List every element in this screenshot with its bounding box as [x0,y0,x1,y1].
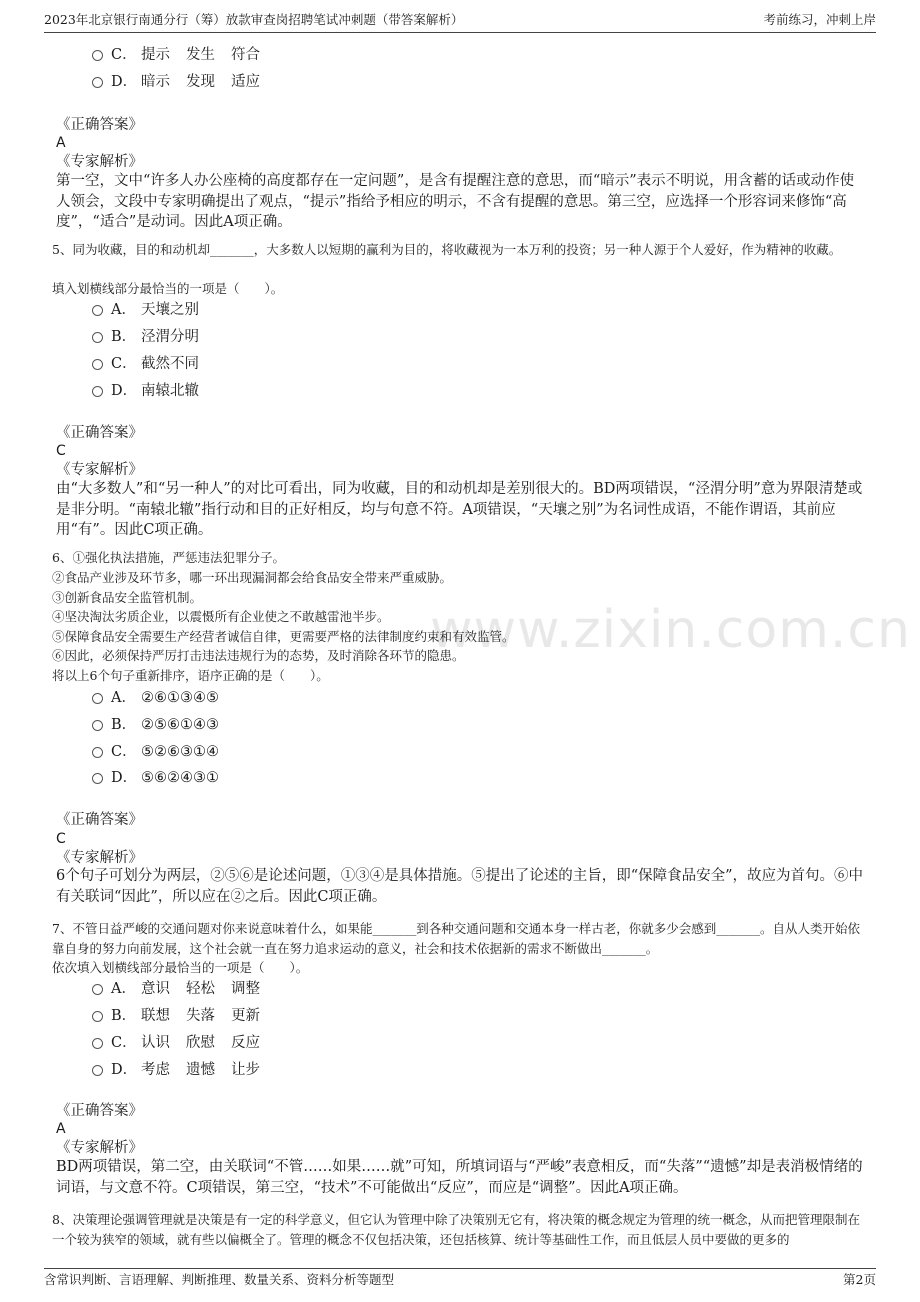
q6-line-3: ③创新食品安全监管机制。 [52,590,203,605]
q5-option-a[interactable]: A． 天壤之别 [92,299,215,321]
q6-line-2: ②食品产业涉及环节多，哪一环出现漏洞都会给食品安全带来严重威胁。 [52,570,453,585]
radio-icon[interactable] [92,386,103,397]
q7-option-a[interactable]: A． 意识 轻松 调整 [92,978,276,1000]
q6-analysis-heading: 《专家解析》 [56,850,143,866]
q4-answer: A [56,135,66,151]
radio-icon[interactable] [92,305,103,316]
page-header [44,10,876,33]
q6-prompt: 将以上6个句子重新排序，语序正确的是（ ）。 [52,668,329,683]
q7-analysis: BD两项错误，第二空，由关联词“不管……如果……就”可知，所填词语与“严峻”表意相反，而“失落”“遗憾”却是表消极情绪的词语，与文意不符。C项错误，第三空，“技术”不可能做出“反应”，而应是“调整”。因此A项正确。 [56,1159,863,1196]
radio-icon[interactable] [92,332,103,343]
q5-analysis-heading: 《专家解析》 [56,462,143,478]
q6-option-d[interactable]: D． ⑤⑥②④③① [92,767,235,789]
page-footer [44,1268,876,1291]
q6-option-b[interactable]: B． ②⑤⑥①④③ [92,714,235,736]
q5-prompt: 填入划横线部分最恰当的一项是（ ）。 [52,281,284,296]
q6-line-1: 6、①强化执法措施，严惩违法犯罪分子。 [52,550,285,565]
q6-line-6: ⑥因此，必须保持严厉打击违法违规行为的态势，及时消除各环节的隐患。 [52,648,465,663]
q7-stem: 7、不管日益严峻的交通问题对你来说意味着什么，如果能_______到各种交通问题和交通本身一样古老，你就多少会感到_______。自从人类开始依靠自身的努力向前发展，这个社会就一直在努力追求运动的意义，社会和技术依据新的需求不断做出_______。 [52,921,860,956]
radio-icon[interactable] [92,773,103,784]
radio-icon[interactable] [92,720,103,731]
q6-answer-heading: 《正确答案》 [56,812,143,828]
q4-answer-heading: 《正确答案》 [56,117,143,133]
q4-analysis-heading: 《专家解析》 [56,154,143,170]
q4-analysis: 第一空，文中“许多人办公座椅的高度都存在一定问题”，是含有提醒注意的意思，而“暗示”表示不明说，用含蓄的话或动作使人领会，文段中专家明确提出了观点，“提示”指给予相应的明示，不含有提醒的意思。第三空，应选择一个形容词来修饰“高度”，“适合”是动词。因此A项正确。 [56,173,855,230]
q5-analysis: 由“大多数人”和“另一种人”的对比可看出，同为收藏，目的和动机却是差别很大的。BD两项错误，“泾渭分明”意为界限清楚或是非分明。“南辕北辙”指行动和目的正好相反，均与句意不符。A项错误，“天壤之别”为名词性成语，不能作谓语，其前应用“有”。因此C项正确。 [56,481,863,538]
page-number: 第2页 [843,1272,876,1287]
q6-line-4: ④坚决淘汰劣质企业，以震慑所有企业使之不敢越雷池半步。 [52,609,390,624]
q7-analysis-heading: 《专家解析》 [56,1140,143,1156]
q5-option-d[interactable]: D． 南辕北辙 [92,380,215,402]
q5-option-c[interactable]: C． 截然不同 [92,353,215,375]
q6-answer: C [56,831,66,847]
q7-option-b[interactable]: B． 联想 失落 更新 [92,1005,276,1027]
q4-option-d[interactable]: D． 暗示 发现 适应 [92,71,276,93]
q4-option-c[interactable]: C． 提示 发生 符合 [92,44,276,66]
q8-stem: 8、决策理论强调管理就是决策是有一定的科学意义，但它认为管理中除了决策别无它有，将决策的概念规定为管理的统一概念，从而把管理限制在一个较为狭窄的领域，就有些以偏概全了。管理的概念不仅包括决策，还包括核算、统计等基础性工作，而且低层人员中要做的更多的 [52,1212,860,1247]
q5-answer-heading: 《正确答案》 [56,425,143,441]
radio-icon[interactable] [92,693,103,704]
header-slogan: 考前练习，冲刺上岸 [763,12,876,27]
q7-answer: A [56,1121,66,1137]
q7-option-c[interactable]: C． 认识 欣慰 反应 [92,1032,276,1054]
q5-option-b[interactable]: B． 泾渭分明 [92,326,215,348]
q7-option-d[interactable]: D． 考虑 遗憾 让步 [92,1059,276,1081]
q5-stem: 5、同为收藏，目的和动机却_______，大多数人以短期的赢利为目的，将收藏视为一本万利的投资；另一种人源于个人爱好，作为精神的收藏。 [52,242,842,257]
radio-icon[interactable] [92,1038,103,1049]
q6-option-a[interactable]: A． ②⑥①③④⑤ [92,687,235,709]
radio-icon[interactable] [92,359,103,370]
q5-answer: C [56,443,66,459]
footer-subjects: 含常识判断、言语理解、判断推理、数量关系、资料分析等题型 [44,1272,395,1287]
document-title: 2023年北京银行南通分行（筹）放款审查岗招聘笔试冲刺题（带答案解析） [44,12,464,27]
q7-prompt: 依次填入划横线部分最恰当的一项是（ ）。 [52,960,309,975]
q6-line-5: ⑤保障食品安全需要生产经营者诚信自律，更需要严格的法律制度约束和有效监管。 [52,629,515,644]
radio-icon[interactable] [92,984,103,995]
radio-icon[interactable] [92,747,103,758]
radio-icon[interactable] [92,77,103,88]
watermark: www.zixin.com.cn [430,600,911,660]
q7-answer-heading: 《正确答案》 [56,1103,143,1119]
radio-icon[interactable] [92,50,103,61]
radio-icon[interactable] [92,1011,103,1022]
radio-icon[interactable] [92,1065,103,1076]
q6-option-c[interactable]: C． ⑤②⑥③①④ [92,741,235,763]
q6-analysis: 6个句子可划分为两层，②⑤⑥是论述问题，①③④是具体措施。⑤提出了论述的主旨，即“保障食品安全”，故应为首句。⑥中有关联词“因此”，所以应在②之后。因此C项正确。 [56,868,864,905]
